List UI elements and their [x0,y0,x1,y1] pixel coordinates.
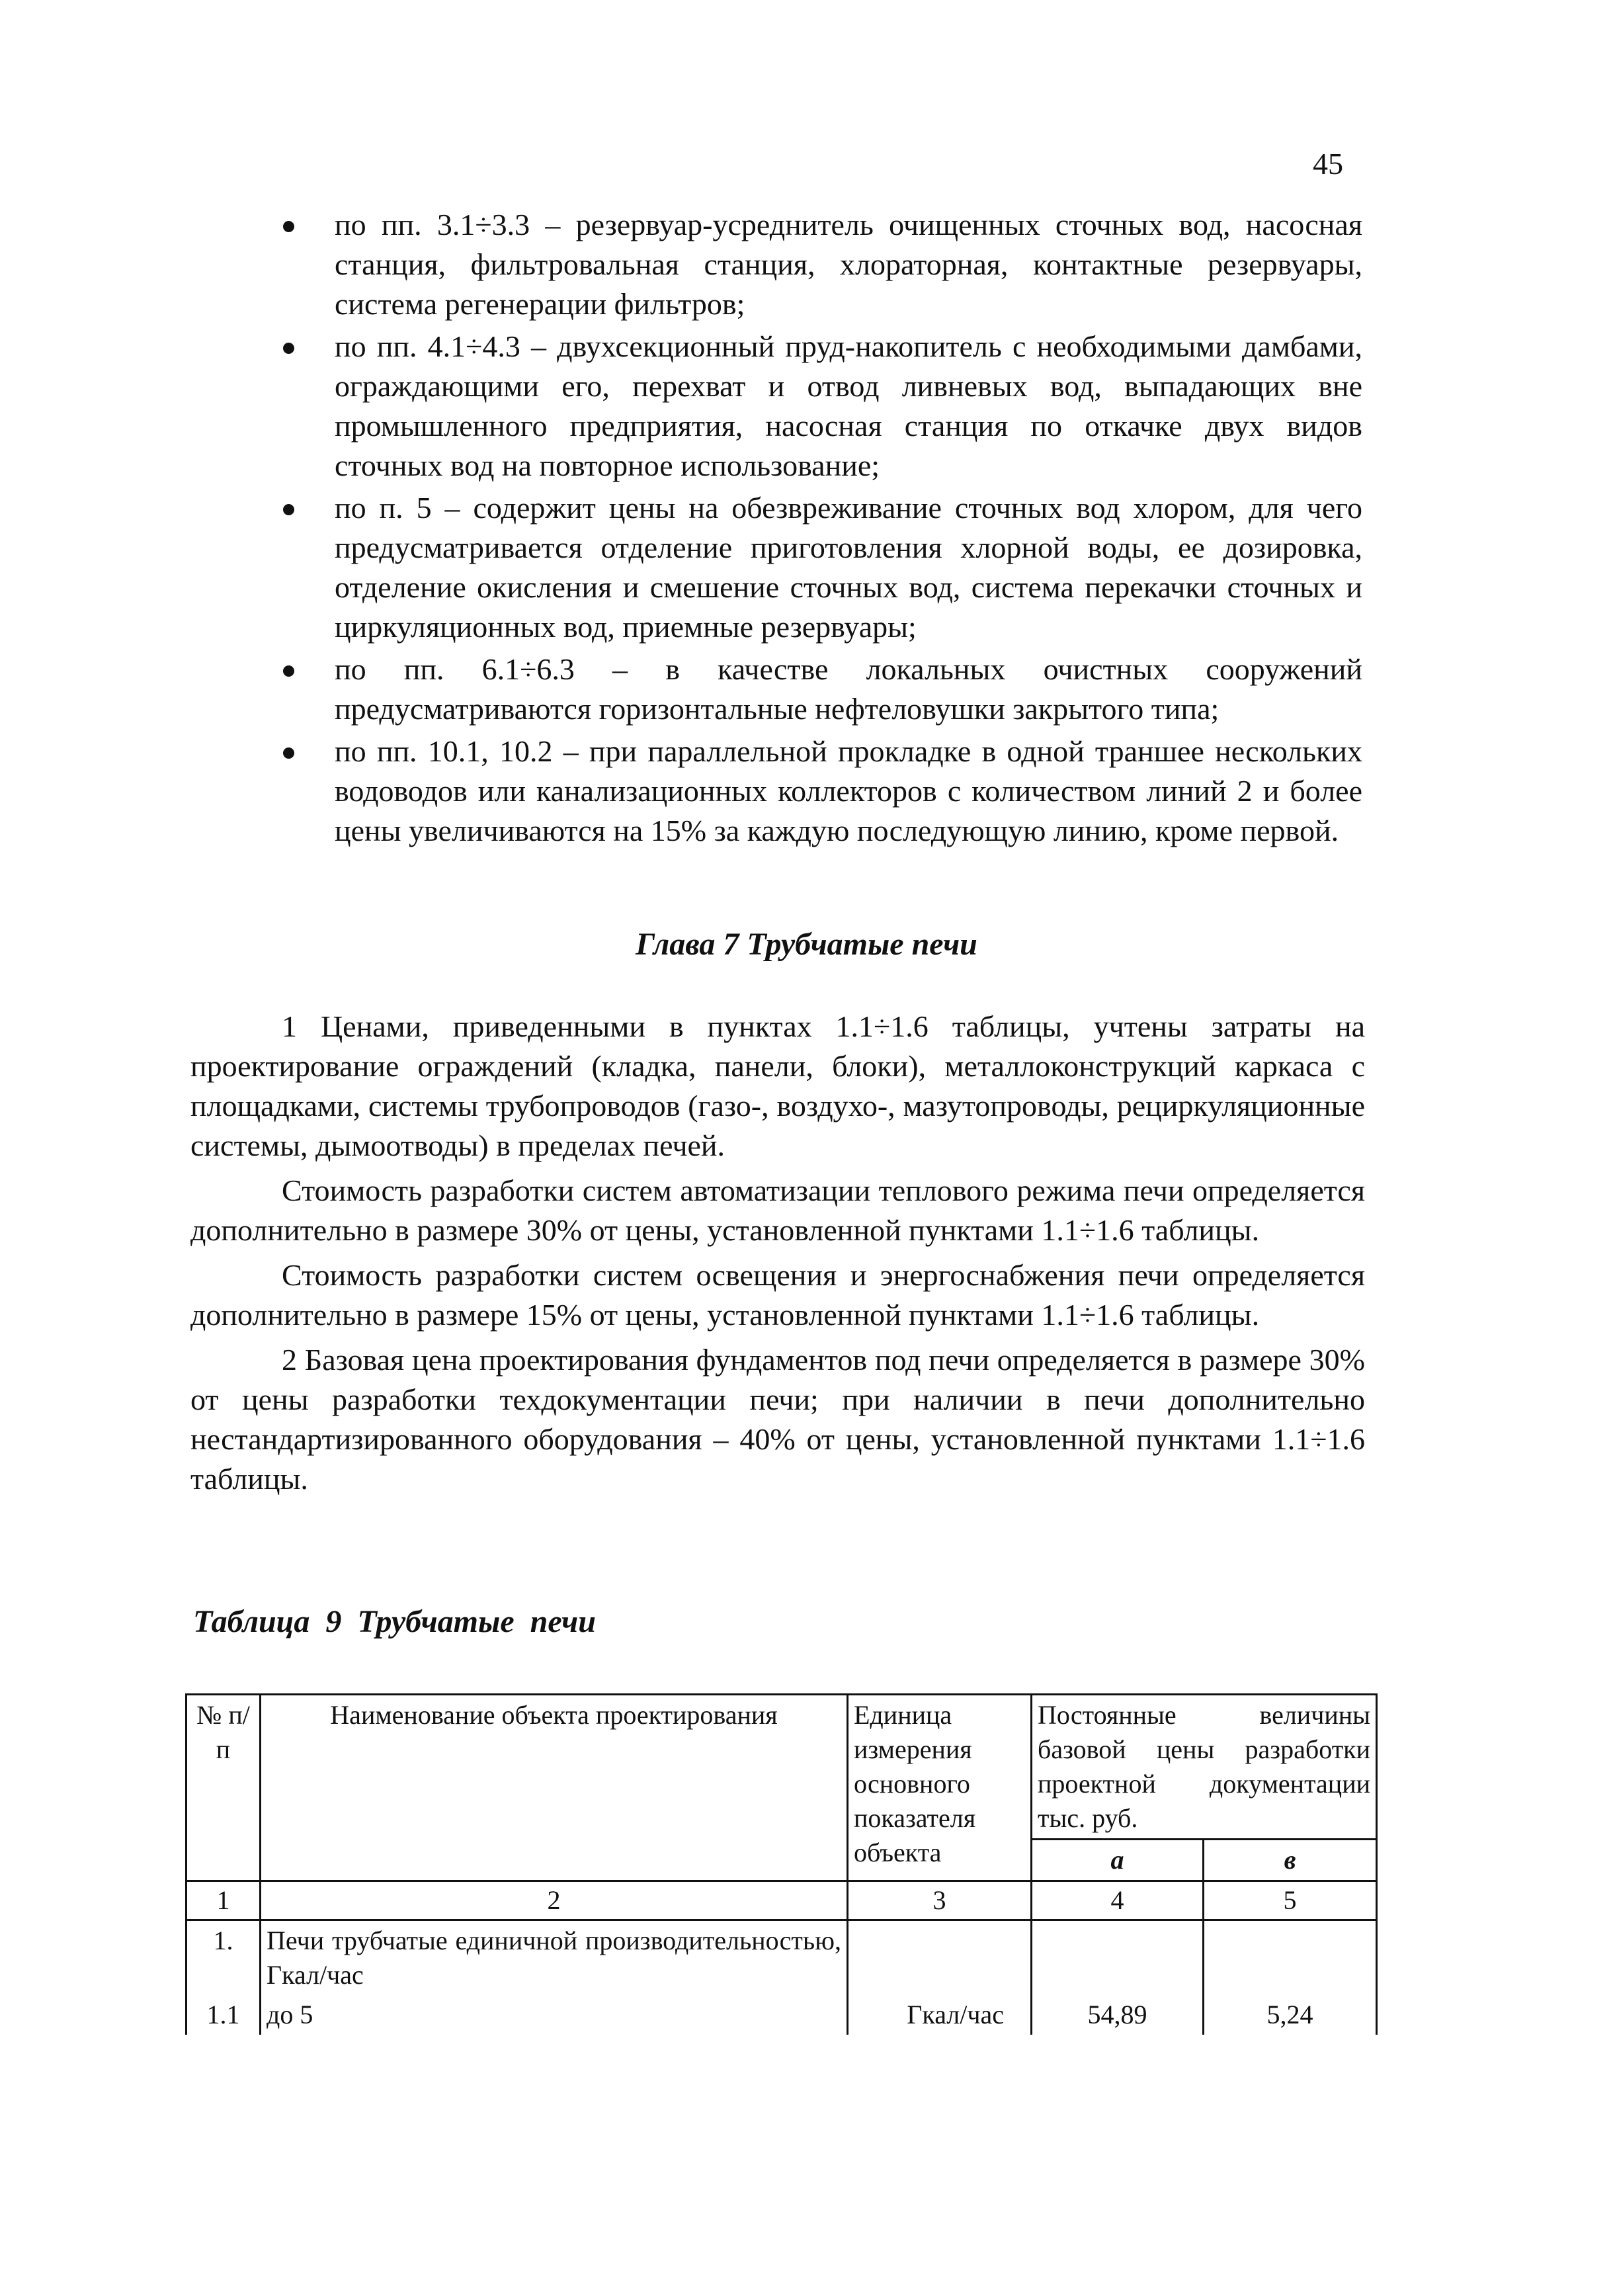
row-unit: Гкал/час [848,1995,1032,2035]
table-header-row [186,1695,1377,1840]
price-table [185,1693,1378,2035]
bullet-dot-icon [283,221,294,232]
list-item [271,732,1362,851]
bullet-list [271,205,1362,853]
bullet-dot-icon [283,504,294,515]
row-a: 54,89 [1032,1995,1204,2035]
table-caption: Таблица 9 Трубчатые печи [193,1604,596,1639]
row-unit [848,1920,1032,1996]
column-number: 5 [1204,1881,1377,1920]
paragraph: 1 Ценами, приведенными в пунктах 1.1÷1.6 таблицы, учтены затраты на проектирование ограждений (кладка, панели, блоки), металлоконструкций каркаса с площадками, системы трубопроводов (газо-, воздухо-, мазутопроводы, рециркуляционные системы, дымоотводы) в пределах печей. [190,1009,1365,1162]
column-number: 2 [261,1881,848,1920]
header-b: в [1204,1840,1377,1881]
paragraph: Стоимость разработки систем автоматизации теплового режима печи определяется дополнительно в размере 30% от цены, установленной пунктами 1.1÷1.6 таблицы. [190,1173,1365,1247]
column-number: 4 [1032,1881,1204,1920]
list-item-text: по п. 5 – содержит цены на обезвреживание сточных вод хлором, для чего предусматривается отделение приготовления хлорной воды, ее дозировка, отделение окисления и смешение сточных вод, система перекачки сточных и циркуляционных вод, приемные резервуары; [335,491,1362,644]
bullet-dot-icon [283,343,294,354]
list-item-text: по пп. 10.1, 10.2 – при параллельной прокладке в одной траншее нескольких водоводов или канализационных коллекторов с количеством линий 2 и более цены увеличиваются на 15% за каждую последующую линию, кроме первой. [335,734,1362,847]
column-number-row [186,1881,1377,1920]
header-a: а [1032,1840,1204,1881]
header-constants: Постоянные величины базовой цены разработки проектной документации тыс. руб. [1032,1695,1377,1840]
column-number: 1 [186,1881,261,1920]
column-number: 3 [848,1881,1032,1920]
row-num: 1.1 [186,1995,261,2035]
list-item [271,205,1362,324]
list-item-text: по пп. 6.1÷6.3 – в качестве локальных очистных сооружений предусматриваются горизонтальные нефтеловушки закрытого типа; [335,652,1362,726]
list-item-text: по пп. 3.1÷3.3 – резервуар-усреднитель очищенных сточных вод, насосная станция, фильтровальная станция, хлораторная, контактные резервуары, система регенерации фильтров; [335,208,1362,321]
list-item [271,488,1362,647]
paragraph: Стоимость разработки систем освещения и энергоснабжения печи определяется дополнительно в размере 15% от цены, установленной пунктами 1.1÷1.6 таблицы. [190,1258,1365,1332]
header-num: № п/п [186,1695,261,1881]
table-container [185,1693,1380,2057]
row-b: 5,24 [1204,1995,1377,2035]
row-name: до 5 [261,1995,848,2035]
list-item [271,327,1362,486]
table-row [186,1920,1377,1996]
row-name: Печи трубчатые единичной производительностью, Гкал/час [261,1920,848,1996]
header-unit: Единица измерения основного показателя объекта [848,1695,1032,1881]
list-item-text: по пп. 4.1÷4.3 – двухсекционный пруд-накопитель с необходимыми дамбами, ограждающими его, перехват и отвод ливневых вод, выпадающих вне промышленного предприятия, насосная станция по откачке двух видов сточных вод на повторное использование; [335,329,1362,482]
row-b [1204,1920,1377,1996]
header-name: Наименование объекта проектирования [261,1695,848,1881]
page-number: 45 [1313,147,1343,181]
body-text [190,1007,1365,1504]
paragraph: 2 Базовая цена проектирования фундаментов под печи определяется в размере 30% от цены разработки техдокументации печи; при наличии в печи дополнительно нестандартизированного оборудования – 40% от цены, установленной пунктами 1.1÷1.6 таблицы. [190,1343,1365,1496]
table-row [186,1995,1377,2035]
row-a [1032,1920,1204,1996]
bullet-dot-icon [283,747,294,759]
chapter-title: Глава 7 Трубчатые печи [636,927,977,962]
bullet-dot-icon [283,665,294,677]
list-item [271,650,1362,729]
row-num: 1. [186,1920,261,1996]
